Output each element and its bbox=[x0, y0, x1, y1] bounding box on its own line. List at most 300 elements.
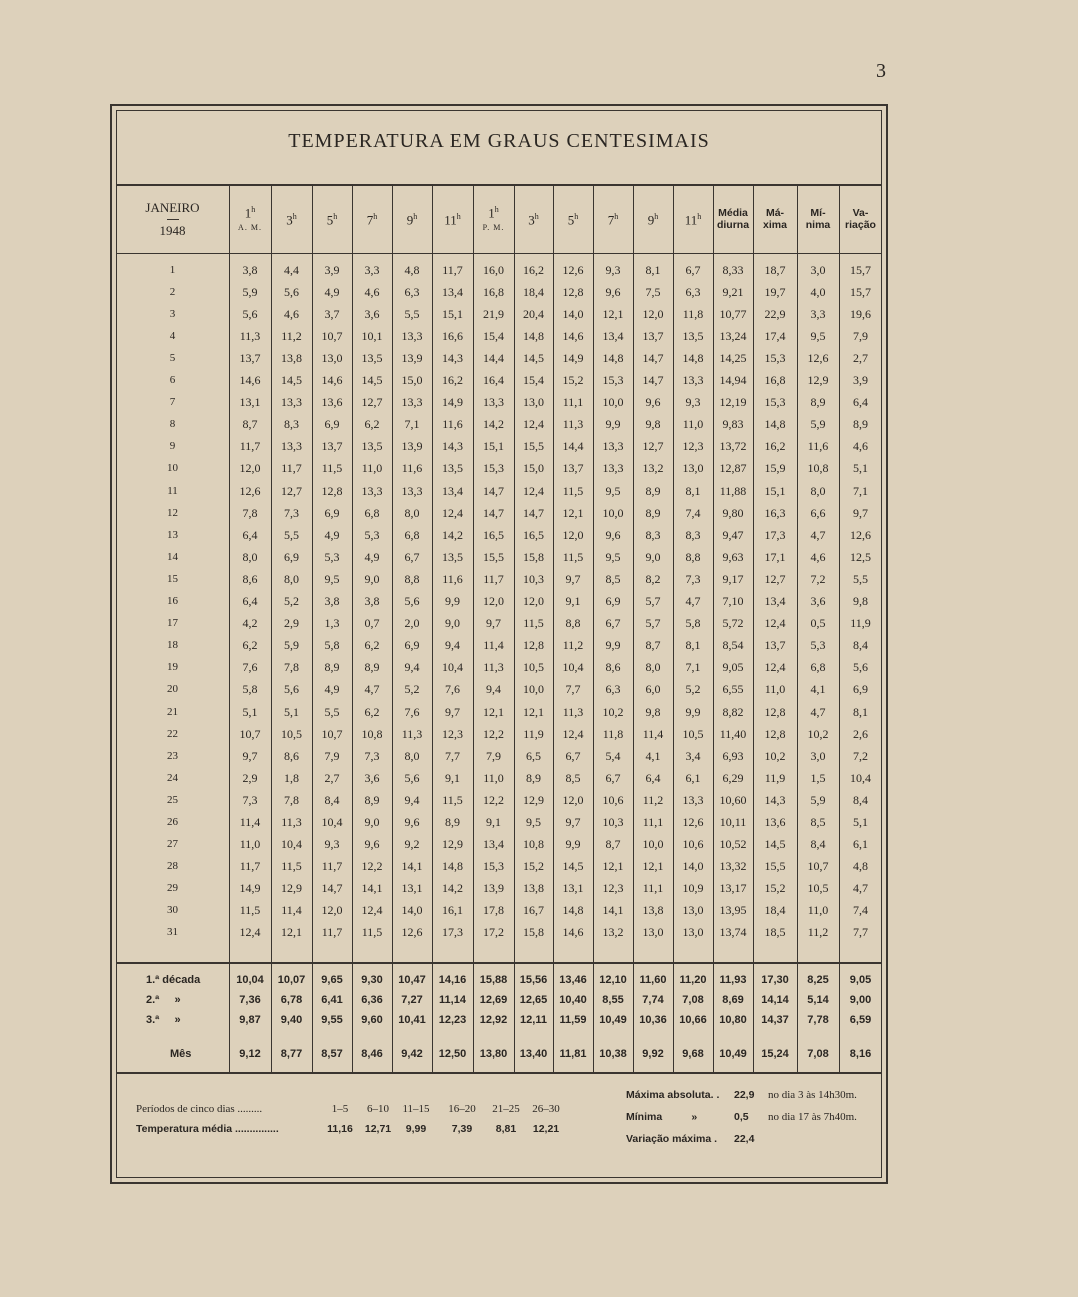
temperature-cell: 16,4 bbox=[483, 373, 504, 387]
temperature-cell: 3,6 bbox=[364, 771, 380, 785]
temperature-cell: 11,7 bbox=[281, 461, 302, 475]
temperature-cell: 15,1 bbox=[442, 307, 463, 321]
temperature-cell: 8,6 bbox=[242, 572, 258, 586]
temperature-cell: 13,7 bbox=[642, 329, 664, 343]
summary-value: 8,55 bbox=[602, 994, 624, 1006]
temperature-cell: 11,1 bbox=[562, 395, 584, 409]
temperature-cell: 11,7 bbox=[321, 859, 343, 873]
header-hour-label bbox=[685, 210, 702, 227]
temperature-cell: 12,5 bbox=[850, 550, 871, 564]
temperature-cell: 9,47 bbox=[722, 528, 744, 542]
temperature-cell: 0,5 bbox=[810, 616, 826, 630]
header-hour-label bbox=[327, 210, 338, 227]
temperature-cell: 6,9 bbox=[324, 506, 340, 520]
temperature-cell: 8,0 bbox=[810, 484, 826, 498]
day-number: 29 bbox=[167, 882, 178, 894]
temperature-cell: 4,9 bbox=[324, 285, 340, 299]
temperature-cell: 13,7 bbox=[239, 351, 261, 365]
temperature-cell: 10,5 bbox=[807, 881, 829, 895]
temperature-cell: 11,4 bbox=[239, 815, 261, 829]
temperature-cell: 11,7 bbox=[442, 263, 463, 277]
period-temperature: 12,71 bbox=[364, 1123, 392, 1135]
temperature-cell: 8,4 bbox=[810, 837, 826, 851]
temperature-cell: 10,5 bbox=[281, 727, 302, 741]
summary-value: 9,40 bbox=[280, 1014, 303, 1026]
day-number: 24 bbox=[167, 772, 178, 784]
temperature-cell: 5,2 bbox=[404, 682, 420, 696]
temperature-cell: 3,8 bbox=[242, 263, 258, 277]
temperature-cell: 9,1 bbox=[565, 594, 581, 608]
temperature-cell: 7,7 bbox=[445, 749, 460, 763]
summary-value: 10,07 bbox=[277, 974, 306, 986]
temperature-cell: 12,6 bbox=[850, 528, 871, 542]
temperature-cell: 14,8 bbox=[682, 351, 704, 365]
temperature-cell: 9,6 bbox=[645, 395, 661, 409]
temperature-cell: 10,4 bbox=[562, 660, 584, 674]
temperature-cell: 8,1 bbox=[853, 705, 868, 719]
header-hour: 3 bbox=[286, 212, 293, 228]
month-value: 9,42 bbox=[401, 1048, 423, 1060]
temperature-cell: 6,4 bbox=[242, 528, 258, 542]
temperature-cell: 13,4 bbox=[442, 484, 463, 498]
summary-value: 9,05 bbox=[849, 974, 872, 986]
temperature-cell: 5,7 bbox=[645, 594, 661, 608]
temperature-cell: 3,4 bbox=[685, 749, 701, 763]
header-hour-suffix: h bbox=[456, 212, 461, 222]
month-value: 8,57 bbox=[321, 1048, 343, 1060]
header-hour-cell bbox=[229, 186, 271, 252]
temperature-cell: 10,52 bbox=[719, 837, 747, 851]
temperature-cell: 12,8 bbox=[764, 705, 786, 719]
period-range: 21–25 bbox=[492, 1103, 520, 1115]
temperature-cell: 13,0 bbox=[523, 395, 544, 409]
header-hour-cell bbox=[312, 186, 352, 252]
temperature-cell: 11,0 bbox=[239, 837, 261, 851]
temperature-cell: 4,9 bbox=[324, 682, 340, 696]
temperature-cell: 10,4 bbox=[850, 771, 871, 785]
temperature-cell: 15,3 bbox=[483, 859, 504, 873]
day-number: 13 bbox=[167, 529, 178, 541]
header-hour-label bbox=[648, 210, 659, 227]
temperature-cell: 12,3 bbox=[602, 881, 624, 895]
temperature-cell: 12,4 bbox=[239, 925, 261, 939]
temperature-cell: 11,0 bbox=[764, 682, 786, 696]
temperature-cell: 16,8 bbox=[483, 285, 504, 299]
summary-value: 10,49 bbox=[599, 1014, 627, 1026]
temperature-cell: 8,5 bbox=[605, 572, 621, 586]
temperature-cell: 11,5 bbox=[321, 461, 343, 475]
temperature-cell: 16,5 bbox=[523, 528, 544, 542]
header-hour-suffix: h bbox=[574, 212, 579, 222]
temperature-cell: 12,1 bbox=[483, 705, 504, 719]
temperature-cell: 4,1 bbox=[645, 749, 661, 763]
temperature-cell: 9,5 bbox=[324, 572, 340, 586]
summary-value: 9,00 bbox=[849, 994, 872, 1006]
period-range: 1–5 bbox=[331, 1103, 349, 1115]
header-hour-cell bbox=[633, 186, 673, 252]
temperature-cell: 13,8 bbox=[642, 903, 664, 917]
temperature-cell: 14,6 bbox=[562, 329, 584, 343]
temperature-cell: 10,60 bbox=[719, 793, 747, 807]
temperature-cell: 17,8 bbox=[483, 903, 504, 917]
temperature-cell: 10,4 bbox=[321, 815, 343, 829]
temperature-cell: 7,6 bbox=[404, 705, 420, 719]
day-number: 16 bbox=[167, 595, 178, 607]
temperature-cell: 12,8 bbox=[764, 727, 786, 741]
temperature-cell: 15,1 bbox=[764, 484, 786, 498]
temperature-cell: 5,8 bbox=[242, 682, 258, 696]
temperature-cell: 14,94 bbox=[719, 373, 747, 387]
temperature-cell: 11,2 bbox=[642, 793, 664, 807]
header-hour-label bbox=[528, 210, 539, 227]
temperature-cell: 11,2 bbox=[562, 638, 584, 652]
temperature-cell: 6,9 bbox=[324, 417, 340, 431]
temperature-cell: 12,0 bbox=[483, 594, 504, 608]
temperature-cell: 5,8 bbox=[324, 638, 340, 652]
temperature-cell: 15,0 bbox=[401, 373, 423, 387]
temperature-cell: 13,0 bbox=[321, 351, 343, 365]
header-hour-cell bbox=[271, 186, 312, 252]
temperature-cell: 12,6 bbox=[401, 925, 423, 939]
temperature-cell: 4,8 bbox=[404, 263, 420, 277]
temperature-cell: 5,72 bbox=[722, 616, 744, 630]
temperature-cell: 9,9 bbox=[605, 638, 621, 652]
temperature-cell: 6,4 bbox=[853, 395, 868, 409]
temperature-cell: 6,9 bbox=[404, 638, 420, 652]
temperature-cell: 18,4 bbox=[523, 285, 544, 299]
temperature-cell: 19,7 bbox=[764, 285, 786, 299]
temperature-cell: 13,3 bbox=[281, 439, 302, 453]
day-number: 25 bbox=[167, 794, 178, 806]
day-number: 30 bbox=[167, 904, 178, 916]
header-hour-suffix: h bbox=[292, 212, 297, 222]
temperature-cell: 12,2 bbox=[483, 793, 504, 807]
temperature-cell: 13,17 bbox=[719, 881, 747, 895]
summary-value: 6,59 bbox=[849, 1014, 872, 1026]
temperature-cell: 13,1 bbox=[239, 395, 261, 409]
header-hour: 7 bbox=[607, 212, 615, 228]
temperature-cell: 6,9 bbox=[605, 594, 621, 608]
temperature-cell: 5,3 bbox=[324, 550, 340, 564]
header-year: 1948 bbox=[159, 222, 186, 238]
header-hour: 3 bbox=[528, 212, 535, 228]
temperature-cell: 6,55 bbox=[722, 682, 744, 696]
period-range: 6–10 bbox=[367, 1103, 389, 1115]
temperature-cell: 15,3 bbox=[764, 395, 786, 409]
temperature-cell: 9,5 bbox=[526, 815, 541, 829]
temperature-cell: 11,1 bbox=[642, 815, 664, 829]
summary-label: 3.ª » bbox=[146, 1014, 181, 1026]
temperature-cell: 12,4 bbox=[523, 417, 544, 431]
temperature-cell: 2,9 bbox=[284, 616, 299, 630]
temperature-cell: 11,0 bbox=[807, 903, 829, 917]
temperature-cell: 9,0 bbox=[364, 815, 380, 829]
temperature-cell: 4,7 bbox=[685, 594, 701, 608]
header-hour-cell bbox=[352, 186, 392, 252]
summary-value: 9,87 bbox=[239, 1014, 261, 1026]
temperature-cell: 16,2 bbox=[764, 439, 786, 453]
day-number: 3 bbox=[169, 308, 176, 320]
day-number: 9 bbox=[169, 440, 176, 452]
temperature-cell: 15,7 bbox=[850, 285, 871, 299]
day-number: 26 bbox=[167, 816, 178, 828]
temperature-cell: 5,6 bbox=[284, 682, 299, 696]
temperature-cell: 13,9 bbox=[401, 351, 423, 365]
temperature-cell: 13,7 bbox=[562, 461, 584, 475]
temperature-cell: 14,6 bbox=[239, 373, 261, 387]
summary-value: 9,60 bbox=[361, 1014, 383, 1026]
temperature-cell: 12,8 bbox=[321, 484, 343, 498]
header-hour-label bbox=[568, 210, 579, 227]
period-temperature: 8,81 bbox=[495, 1123, 517, 1135]
temperature-cell: 6,0 bbox=[645, 682, 661, 696]
temperature-cell: 2,7 bbox=[324, 771, 340, 785]
day-number: 31 bbox=[167, 926, 178, 938]
header-hour-label bbox=[444, 210, 461, 227]
temperature-cell: 3,6 bbox=[810, 594, 826, 608]
temperature-cell: 16,0 bbox=[483, 263, 504, 277]
summary-value: 10,47 bbox=[398, 974, 426, 986]
temperature-cell: 9,3 bbox=[324, 837, 340, 851]
summary-value: 12,11 bbox=[520, 1014, 547, 1026]
temperature-cell: 16,5 bbox=[483, 528, 504, 542]
header-hour-label bbox=[367, 210, 378, 227]
temperature-cell: 3,6 bbox=[364, 307, 380, 321]
temperature-cell: 5,6 bbox=[404, 771, 420, 785]
header-hour: 5 bbox=[567, 212, 575, 228]
temperature-cell: 14,6 bbox=[321, 373, 343, 387]
temperature-cell: 10,3 bbox=[523, 572, 544, 586]
temperature-cell: 9,7 bbox=[242, 749, 258, 763]
temperature-cell: 8,9 bbox=[810, 395, 826, 409]
temperature-cell: 12,4 bbox=[523, 484, 544, 498]
temperature-cell: 3,3 bbox=[364, 263, 380, 277]
temperature-cell: 8,6 bbox=[605, 660, 621, 674]
header-hour-cell bbox=[392, 186, 432, 252]
temperature-cell: 12,7 bbox=[361, 395, 383, 409]
temperature-cell: 9,4 bbox=[486, 682, 501, 696]
temperature-cell: 8,33 bbox=[722, 263, 744, 277]
temperature-cell: 14,8 bbox=[764, 417, 786, 431]
temperature-cell: 14,7 bbox=[483, 506, 504, 520]
temperature-cell: 6,2 bbox=[364, 638, 380, 652]
temperature-cell: 9,6 bbox=[404, 815, 420, 829]
temperature-cell: 5,6 bbox=[404, 594, 420, 608]
temperature-cell: 7,6 bbox=[242, 660, 258, 674]
temperature-cell: 5,9 bbox=[242, 285, 258, 299]
temperature-cell: 7,8 bbox=[242, 506, 258, 520]
temperature-cell: 14,7 bbox=[321, 881, 343, 895]
temperature-cell: 15,1 bbox=[483, 439, 504, 453]
temperature-cell: 11,5 bbox=[562, 484, 584, 498]
temperature-cell: 18,5 bbox=[764, 925, 786, 939]
temperature-cell: 13,9 bbox=[401, 439, 423, 453]
summary-value: 10,80 bbox=[719, 1014, 747, 1026]
temperature-cell: 13,1 bbox=[401, 881, 423, 895]
header-hour-cell bbox=[514, 186, 553, 252]
temperature-cell: 13,3 bbox=[483, 395, 504, 409]
temperature-cell: 8,8 bbox=[565, 616, 581, 630]
summary-label: 1.ª década bbox=[146, 974, 201, 986]
period-temperature: 9,99 bbox=[405, 1123, 427, 1135]
header-media-diurna bbox=[713, 186, 753, 252]
temperature-cell: 12,4 bbox=[764, 616, 786, 630]
temperature-cell: 10,0 bbox=[642, 837, 664, 851]
temperature-cell: 15,3 bbox=[483, 461, 504, 475]
temperature-cell: 13,0 bbox=[682, 903, 704, 917]
summary-value: 10,41 bbox=[398, 1014, 426, 1026]
temperature-cell: 3,9 bbox=[853, 373, 868, 387]
temperature-cell: 11,6 bbox=[807, 439, 829, 453]
temperature-cell: 11,6 bbox=[401, 461, 423, 475]
temperature-cell: 14,8 bbox=[602, 351, 624, 365]
footer-top-rule bbox=[116, 1072, 882, 1074]
header-hour-suffix: h bbox=[333, 212, 338, 222]
temperature-cell: 14,5 bbox=[562, 859, 584, 873]
temperature-cell: 12,1 bbox=[281, 925, 302, 939]
day-number: 22 bbox=[167, 728, 178, 740]
temperature-cell: 9,3 bbox=[605, 263, 621, 277]
temperature-cell: 8,0 bbox=[404, 506, 420, 520]
temperature-cell: 10,0 bbox=[602, 506, 624, 520]
temperature-cell: 6,93 bbox=[722, 749, 744, 763]
temperature-cell: 9,6 bbox=[605, 285, 621, 299]
month-value: 7,08 bbox=[807, 1048, 829, 1060]
temperature-cell: 7,1 bbox=[853, 484, 868, 498]
temperature-cell: 11,9 bbox=[764, 771, 786, 785]
temperature-cell: 13,5 bbox=[682, 329, 704, 343]
temperature-cell: 15,5 bbox=[764, 859, 786, 873]
temperature-cell: 6,4 bbox=[645, 771, 661, 785]
period-range: 26–30 bbox=[532, 1103, 560, 1115]
temperature-cell: 14,2 bbox=[442, 528, 463, 542]
temperature-cell: 17,1 bbox=[764, 550, 786, 564]
temperature-cell: 8,9 bbox=[445, 815, 460, 829]
temperature-cell: 2,9 bbox=[242, 771, 258, 785]
temperature-cell: 9,80 bbox=[722, 506, 744, 520]
temperature-cell: 11,4 bbox=[281, 903, 302, 917]
temperature-cell: 12,9 bbox=[807, 373, 829, 387]
header-hour: 7 bbox=[366, 212, 374, 228]
header-maxima bbox=[753, 186, 797, 252]
temperature-cell: 14,8 bbox=[562, 903, 584, 917]
temperature-cell: 8,1 bbox=[685, 484, 701, 498]
temperature-cell: 6,2 bbox=[364, 417, 380, 431]
temperature-cell: 10,6 bbox=[682, 837, 704, 851]
temperature-cell: 8,82 bbox=[722, 705, 744, 719]
temperature-cell: 8,6 bbox=[284, 749, 299, 763]
summary-value: 7,74 bbox=[642, 994, 664, 1006]
temperature-cell: 13,3 bbox=[361, 484, 383, 498]
month-value: 9,68 bbox=[682, 1048, 704, 1060]
temperature-cell: 10,3 bbox=[602, 815, 624, 829]
temperature-cell: 9,21 bbox=[722, 285, 744, 299]
temperature-cell: 15,9 bbox=[764, 461, 786, 475]
temperature-cell: 12,3 bbox=[682, 439, 704, 453]
temperature-cell: 4,2 bbox=[242, 616, 258, 630]
day-number: 17 bbox=[167, 617, 178, 629]
header-hour-label bbox=[245, 203, 256, 220]
temperature-cell: 12,9 bbox=[442, 837, 463, 851]
temperature-cell: 3,3 bbox=[810, 307, 826, 321]
temperature-cell: 6,9 bbox=[853, 682, 868, 696]
temperature-cell: 16,6 bbox=[442, 329, 463, 343]
temperature-cell: 4,0 bbox=[810, 285, 826, 299]
day-number: 14 bbox=[167, 551, 178, 563]
temperature-cell: 6,8 bbox=[364, 506, 380, 520]
temperature-cell: 8,9 bbox=[324, 660, 340, 674]
temperature-cell: 9,7 bbox=[853, 506, 868, 520]
header-hour-suffix: h bbox=[654, 212, 659, 222]
temperature-cell: 13,4 bbox=[602, 329, 624, 343]
temperature-cell: 13,2 bbox=[642, 461, 664, 475]
temperature-cell: 14,2 bbox=[483, 417, 504, 431]
temperature-cell: 7,7 bbox=[565, 682, 581, 696]
temperature-cell: 12,19 bbox=[719, 395, 747, 409]
temperature-cell: 5,2 bbox=[284, 594, 299, 608]
temperature-cell: 11,2 bbox=[807, 925, 829, 939]
temperature-cell: 15,8 bbox=[523, 550, 544, 564]
day-number: 2 bbox=[169, 286, 176, 298]
temperature-cell: 14,4 bbox=[483, 351, 504, 365]
temperature-cell: 13,3 bbox=[602, 439, 624, 453]
temperature-cell: 16,8 bbox=[764, 373, 786, 387]
temperature-cell: 8,4 bbox=[853, 638, 868, 652]
header-hour-suffix: h bbox=[697, 212, 702, 222]
day-number: 11 bbox=[167, 485, 178, 497]
temperature-cell: 13,0 bbox=[642, 925, 664, 939]
temperature-cell: 15,3 bbox=[602, 373, 624, 387]
summary-value: 12,23 bbox=[438, 1014, 467, 1026]
temperature-cell: 12,8 bbox=[562, 285, 584, 299]
temperature-cell: 8,9 bbox=[645, 506, 661, 520]
temperature-cell: 14,9 bbox=[442, 395, 463, 409]
summary-value: 6,78 bbox=[280, 994, 303, 1006]
temperature-cell: 8,0 bbox=[404, 749, 420, 763]
temperature-cell: 8,7 bbox=[242, 417, 258, 431]
temperature-cell: 7,3 bbox=[242, 793, 258, 807]
temperature-cell: 18,4 bbox=[764, 903, 786, 917]
temperature-cell: 9,7 bbox=[565, 572, 581, 586]
month-value: 10,49 bbox=[719, 1048, 747, 1060]
temperature-cell: 4,7 bbox=[853, 881, 868, 895]
temperature-cell: 12,6 bbox=[562, 263, 584, 277]
temperature-cell: 15,8 bbox=[523, 925, 544, 939]
temperature-cell: 17,3 bbox=[764, 528, 786, 542]
summary-value: 8,69 bbox=[722, 994, 744, 1006]
summary-value: 14,37 bbox=[761, 1014, 789, 1026]
temperature-cell: 7,3 bbox=[685, 572, 701, 586]
temperature-cell: 11,3 bbox=[401, 727, 423, 741]
header-hour-cell bbox=[593, 186, 633, 252]
temperature-cell: 8,4 bbox=[853, 793, 868, 807]
temperature-cell: 11,1 bbox=[642, 881, 664, 895]
temperature-cell: 10,8 bbox=[523, 837, 544, 851]
temperature-cell: 4,6 bbox=[284, 307, 299, 321]
temperature-cell: 13,3 bbox=[602, 461, 624, 475]
temperature-cell: 12,4 bbox=[764, 660, 786, 674]
temperature-cell: 13,72 bbox=[719, 439, 747, 453]
header-ampm: A. M. bbox=[238, 222, 262, 232]
temperature-cell: 11,4 bbox=[483, 638, 504, 652]
temperature-cell: 12,8 bbox=[523, 638, 544, 652]
temperature-cell: 10,4 bbox=[442, 660, 463, 674]
temperature-cell: 11,3 bbox=[281, 815, 302, 829]
temperature-cell: 11,0 bbox=[361, 461, 383, 475]
temperature-cell: 11,7 bbox=[239, 859, 261, 873]
day-number: 28 bbox=[167, 860, 178, 872]
temperature-cell: 13,0 bbox=[682, 461, 704, 475]
